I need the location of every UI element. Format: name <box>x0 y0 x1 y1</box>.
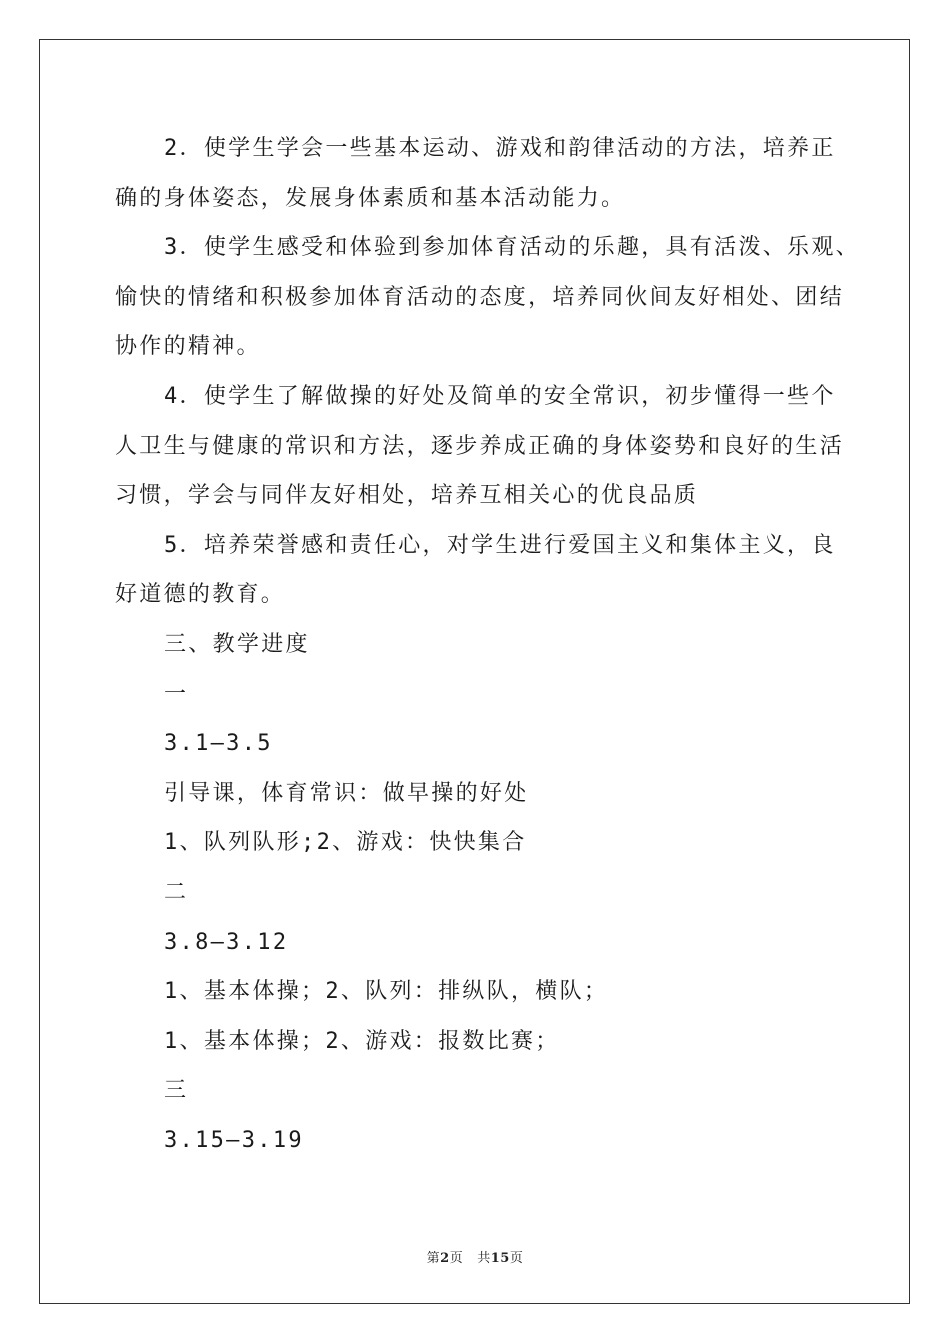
paragraph <box>115 868 845 918</box>
paragraph-line: 3.15—3.19 <box>164 1127 304 1153</box>
paragraph <box>115 223 860 372</box>
paragraph <box>115 670 845 720</box>
footer-page-prefix: 第 <box>426 1251 441 1266</box>
paragraph-line: 愉快的情绪和积极参加体育活动的态度，培养同伙间友好相处、团结 <box>115 284 845 310</box>
paragraph-line: 4．使学生了解做操的好处及简单的安全常识，初步懂得一些个 <box>164 383 836 409</box>
paragraph-line: 3．使学生感受和体验到参加体育活动的乐趣，具有活泼、乐观、 <box>164 235 860 261</box>
paragraph <box>115 1017 845 1067</box>
paragraph-line: 3.1—3.5 <box>164 731 273 757</box>
paragraph-line: 1、基本体操；2、队列：排纵队，横队； <box>164 979 609 1005</box>
paragraph-line: 1、队列队形;2、游戏：快快集合 <box>164 830 527 856</box>
paragraph <box>115 372 845 521</box>
paragraph-line: 协作的精神。 <box>115 334 261 360</box>
paragraph-line: 一 <box>164 681 189 707</box>
footer-current-page: 2 <box>440 1251 450 1266</box>
footer-total-prefix: 共 <box>477 1251 491 1266</box>
paragraph-line: 3.8—3.12 <box>164 929 289 955</box>
paragraph <box>115 818 845 868</box>
paragraph-line: 2．使学生学会一些基本运动、游戏和韵律活动的方法，培养正 <box>164 136 836 161</box>
paragraph-line: 确的身体姿态，发展身体素质和基本活动能力。 <box>115 185 626 211</box>
paragraph <box>115 521 845 620</box>
paragraph-line: 人卫生与健康的常识和方法，逐步养成正确的身体姿势和良好的生活 <box>115 433 845 459</box>
paragraph-line: 三、教学进度 <box>164 631 310 657</box>
paragraph-line: 习惯，学会与同伴友好相处，培养互相关心的优良品质 <box>115 483 699 509</box>
footer-total-pages: 15 <box>490 1251 510 1266</box>
paragraph-line: 二 <box>164 879 189 905</box>
paragraph <box>115 1066 845 1116</box>
document-body <box>115 124 860 1165</box>
paragraph <box>115 1116 845 1166</box>
footer-page-suffix: 页 <box>449 1251 464 1266</box>
paragraph <box>115 967 845 1017</box>
paragraph-line: 引导课，体育常识：做早操的好处 <box>164 780 529 806</box>
paragraph <box>115 124 845 223</box>
paragraph <box>115 769 845 819</box>
paragraph <box>115 719 845 769</box>
footer-total-suffix: 页 <box>509 1251 524 1266</box>
paragraph-line: 三 <box>164 1078 189 1104</box>
paragraph-line: 好道德的教育。 <box>115 582 286 608</box>
paragraph <box>115 918 845 968</box>
page-footer <box>0 1247 950 1266</box>
paragraph-line: 5．培养荣誉感和责任心，对学生进行爱国主义和集体主义，良 <box>164 532 836 558</box>
paragraph <box>115 620 845 670</box>
paragraph-line: 1、基本体操；2、游戏：报数比赛； <box>164 1028 560 1054</box>
